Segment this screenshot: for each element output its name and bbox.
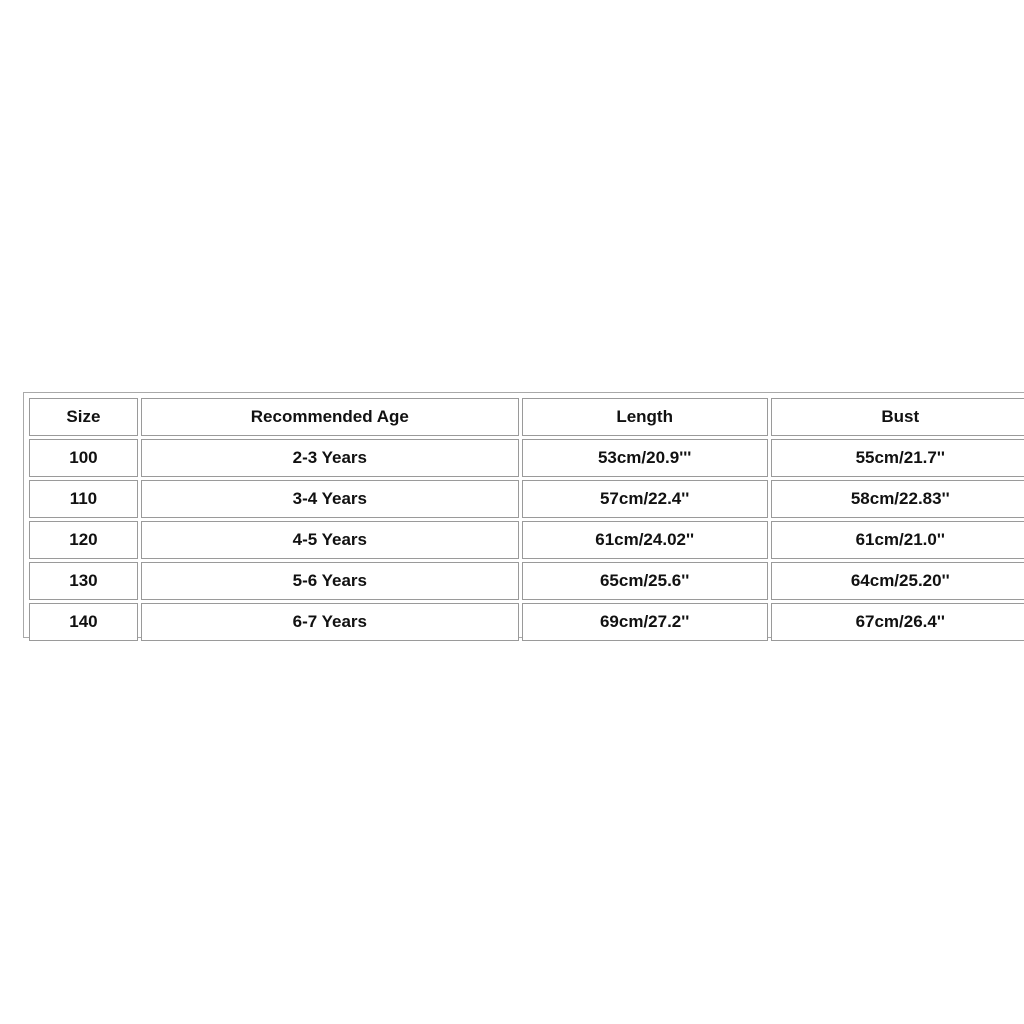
cell-bust: 67cm/26.4'' [771, 603, 1024, 641]
table-row [29, 562, 1024, 600]
cell-size: 120 [29, 521, 138, 559]
header-length: Length [522, 398, 768, 436]
cell-length: 53cm/20.9''' [522, 439, 768, 477]
cell-length: 61cm/24.02'' [522, 521, 768, 559]
cell-age: 2-3 Years [141, 439, 519, 477]
cell-size: 100 [29, 439, 138, 477]
cell-size: 130 [29, 562, 138, 600]
cell-size: 140 [29, 603, 138, 641]
cell-bust: 61cm/21.0'' [771, 521, 1024, 559]
cell-size: 110 [29, 480, 138, 518]
table-row [29, 439, 1024, 477]
table-row [29, 521, 1024, 559]
header-recommended-age: Recommended Age [141, 398, 519, 436]
cell-length: 57cm/22.4'' [522, 480, 768, 518]
cell-bust: 58cm/22.83'' [771, 480, 1024, 518]
cell-bust: 55cm/21.7'' [771, 439, 1024, 477]
cell-age: 5-6 Years [141, 562, 519, 600]
cell-length: 65cm/25.6'' [522, 562, 768, 600]
size-chart [23, 392, 1024, 638]
table-row [29, 480, 1024, 518]
table-row [29, 603, 1024, 641]
header-size: Size [29, 398, 138, 436]
cell-age: 4-5 Years [141, 521, 519, 559]
cell-age: 6-7 Years [141, 603, 519, 641]
cell-age: 3-4 Years [141, 480, 519, 518]
table-header-row [29, 398, 1024, 436]
header-bust: Bust [771, 398, 1024, 436]
cell-length: 69cm/27.2'' [522, 603, 768, 641]
cell-bust: 64cm/25.20'' [771, 562, 1024, 600]
size-chart-table [26, 395, 1024, 644]
